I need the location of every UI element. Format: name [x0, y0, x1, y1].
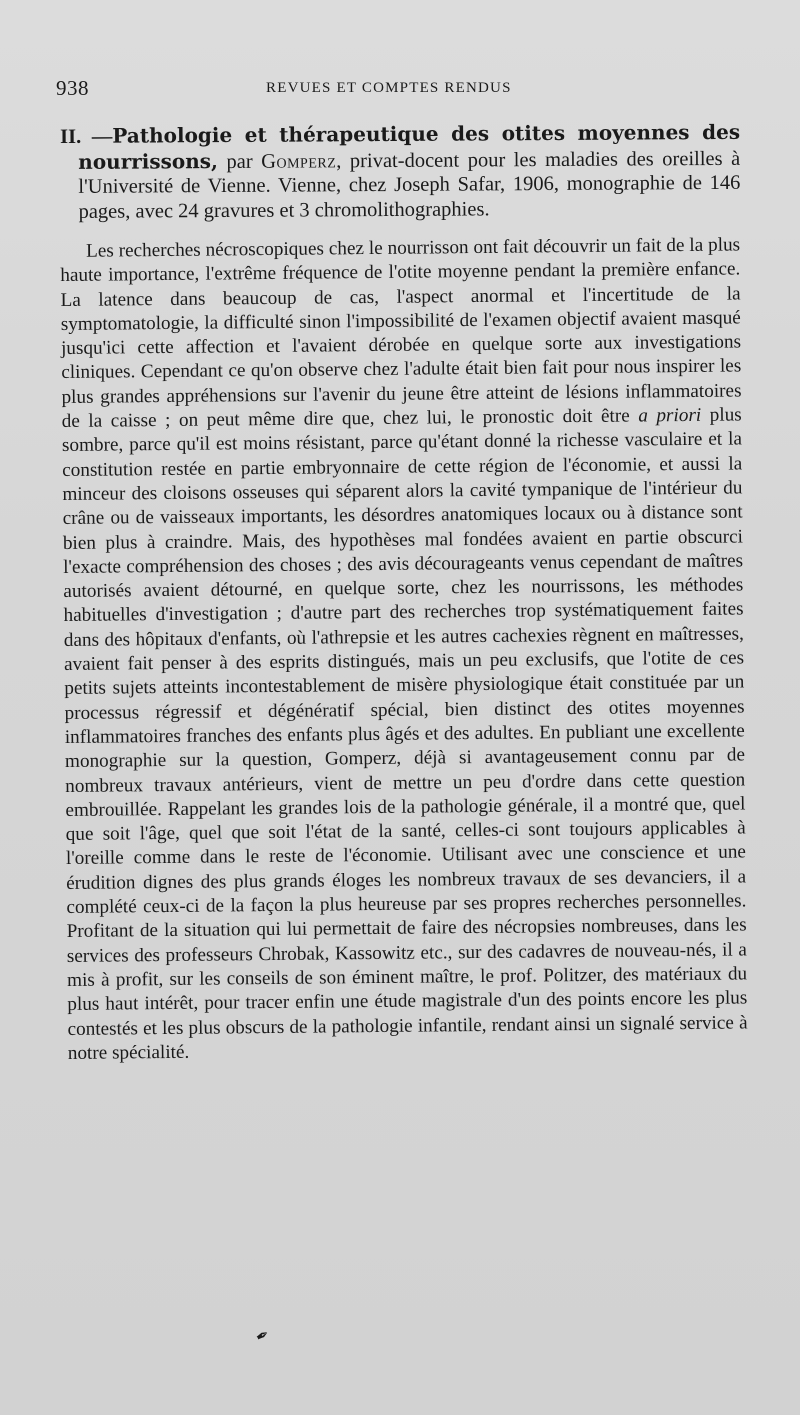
page-header: [56, 76, 746, 104]
end-mark-icon: ✒: [252, 1325, 274, 1348]
page-number: 938: [56, 76, 89, 100]
entry-publication-details: , privat-docent pour les maladies des oreilles à l'Université de Vienne. Vienne, chez Joseph Safar, 1906, monographie de 146 pages, avec 24 gravures et 3 chromolithographies.: [78, 147, 741, 223]
body-italic-phrase: a priori: [638, 404, 702, 427]
review-entry-heading: [60, 120, 741, 224]
entry-number: II. —: [60, 125, 113, 148]
body-text-part-1: Les recherches nécroscopiques chez le nourrisson ont fait découvrir un fait de la plus haute importance, l'extrême fréquence de l'otite moyenne pendant la première enfance. La latence dans beaucoup de cas, l'aspect anormal et l'incertitude de la symptomatologie, la difficulté sinon l'impossibilité de l'examen objectif avaient masqué jusqu'ici cette affection et l'avaient dérobée en quelque sorte aux investigations cliniques. Cependant ce qu'on observe chez l'adulte était bien fait pour nous inspirer les plus grandes appréhensions sur l'avenir du jeune être atteint de lésions inflammatoires de la caisse ; on peut même dire que, chez lui, le pronostic doit être: [60, 234, 742, 433]
entry-title: Pathologie et thérapeutique des otites moyennes des nourrissons,: [78, 119, 741, 174]
body-text-part-2: plus sombre, parce qu'il est moins résistant, parce qu'étant donné la richesse vasculaire et la constitution restée en partie embryonnaire de cette région de l'économie, et aussi la minceur des cloisons osseuses qui séparent alors la cavité tympanique de l'intérieur du crâne ou de vaisseaux importants, les désordres anatomiques locaux ou à distance sont bien plus à craindre. Mais, des hypothèses mal fondées avaient en partie obscurci l'exacte compréhension des choses ; des avis décourageants venus cependant de maîtres autorisés avaient détourné, en quelque sorte, chez les nourrissons, les méthodes habituelles d'investigation ; d'autre part des recherches trop systématiquement faites dans des hôpitaux d'enfants, où l'athrepsie et les autres cachexies règnent en maîtresses, avaient fait penser à des esprits distingués, mais un peu exclusifs, que l'otite de ces petits sujets atteints incontestablement de misère physiologique était constituée par un processus régressif et dégénératif spécial, bien distinct des otites moyennes inflammatoires franches des enfants plus âgés et des adultes. En publiant une excellente monographie sur la question, Gomperz, déjà si avantageusement connu par de nombreux travaux antérieurs, vient de mettre un peu d'ordre dans cette question embrouillée. Rappelant les grandes lois de la pathologie générale, il a montré que, quel que soit l'âge, quel que soit l'état de la santé, celles-ci sont toujours applicables à l'oreille comme dans le reste de l'économie. Utilisant avec une conscience et une érudition dignes des plus grands éloges les nombreux travaux de ses devanciers, il a complété ceux-ci de la façon la plus heureuse par ses propres recherches personnelles. Profitant de la situation qui lui permettait de faire des nécropsies nombreuses, dans les services des professeurs Chrobak, Kassowitz etc., sur des cadavres de nouveau-nés, il a mis à profit, sur les conseils de son éminent maître, le prof. Politzer, des matériaux du plus haut intérêt, pour tracer enfin une étude magistrale d'un des points encore les plus contestés et les plus obscurs de la pathologie infantile, rendant ainsi un signalé service à notre spécialité.: [61, 404, 748, 1064]
entry-author: Gomperz: [261, 149, 337, 173]
article-content: [60, 119, 748, 1066]
running-head: REVUES ET COMPTES RENDUS: [266, 80, 512, 96]
entry-by: par: [217, 150, 262, 173]
review-body-paragraph: [60, 233, 748, 1066]
